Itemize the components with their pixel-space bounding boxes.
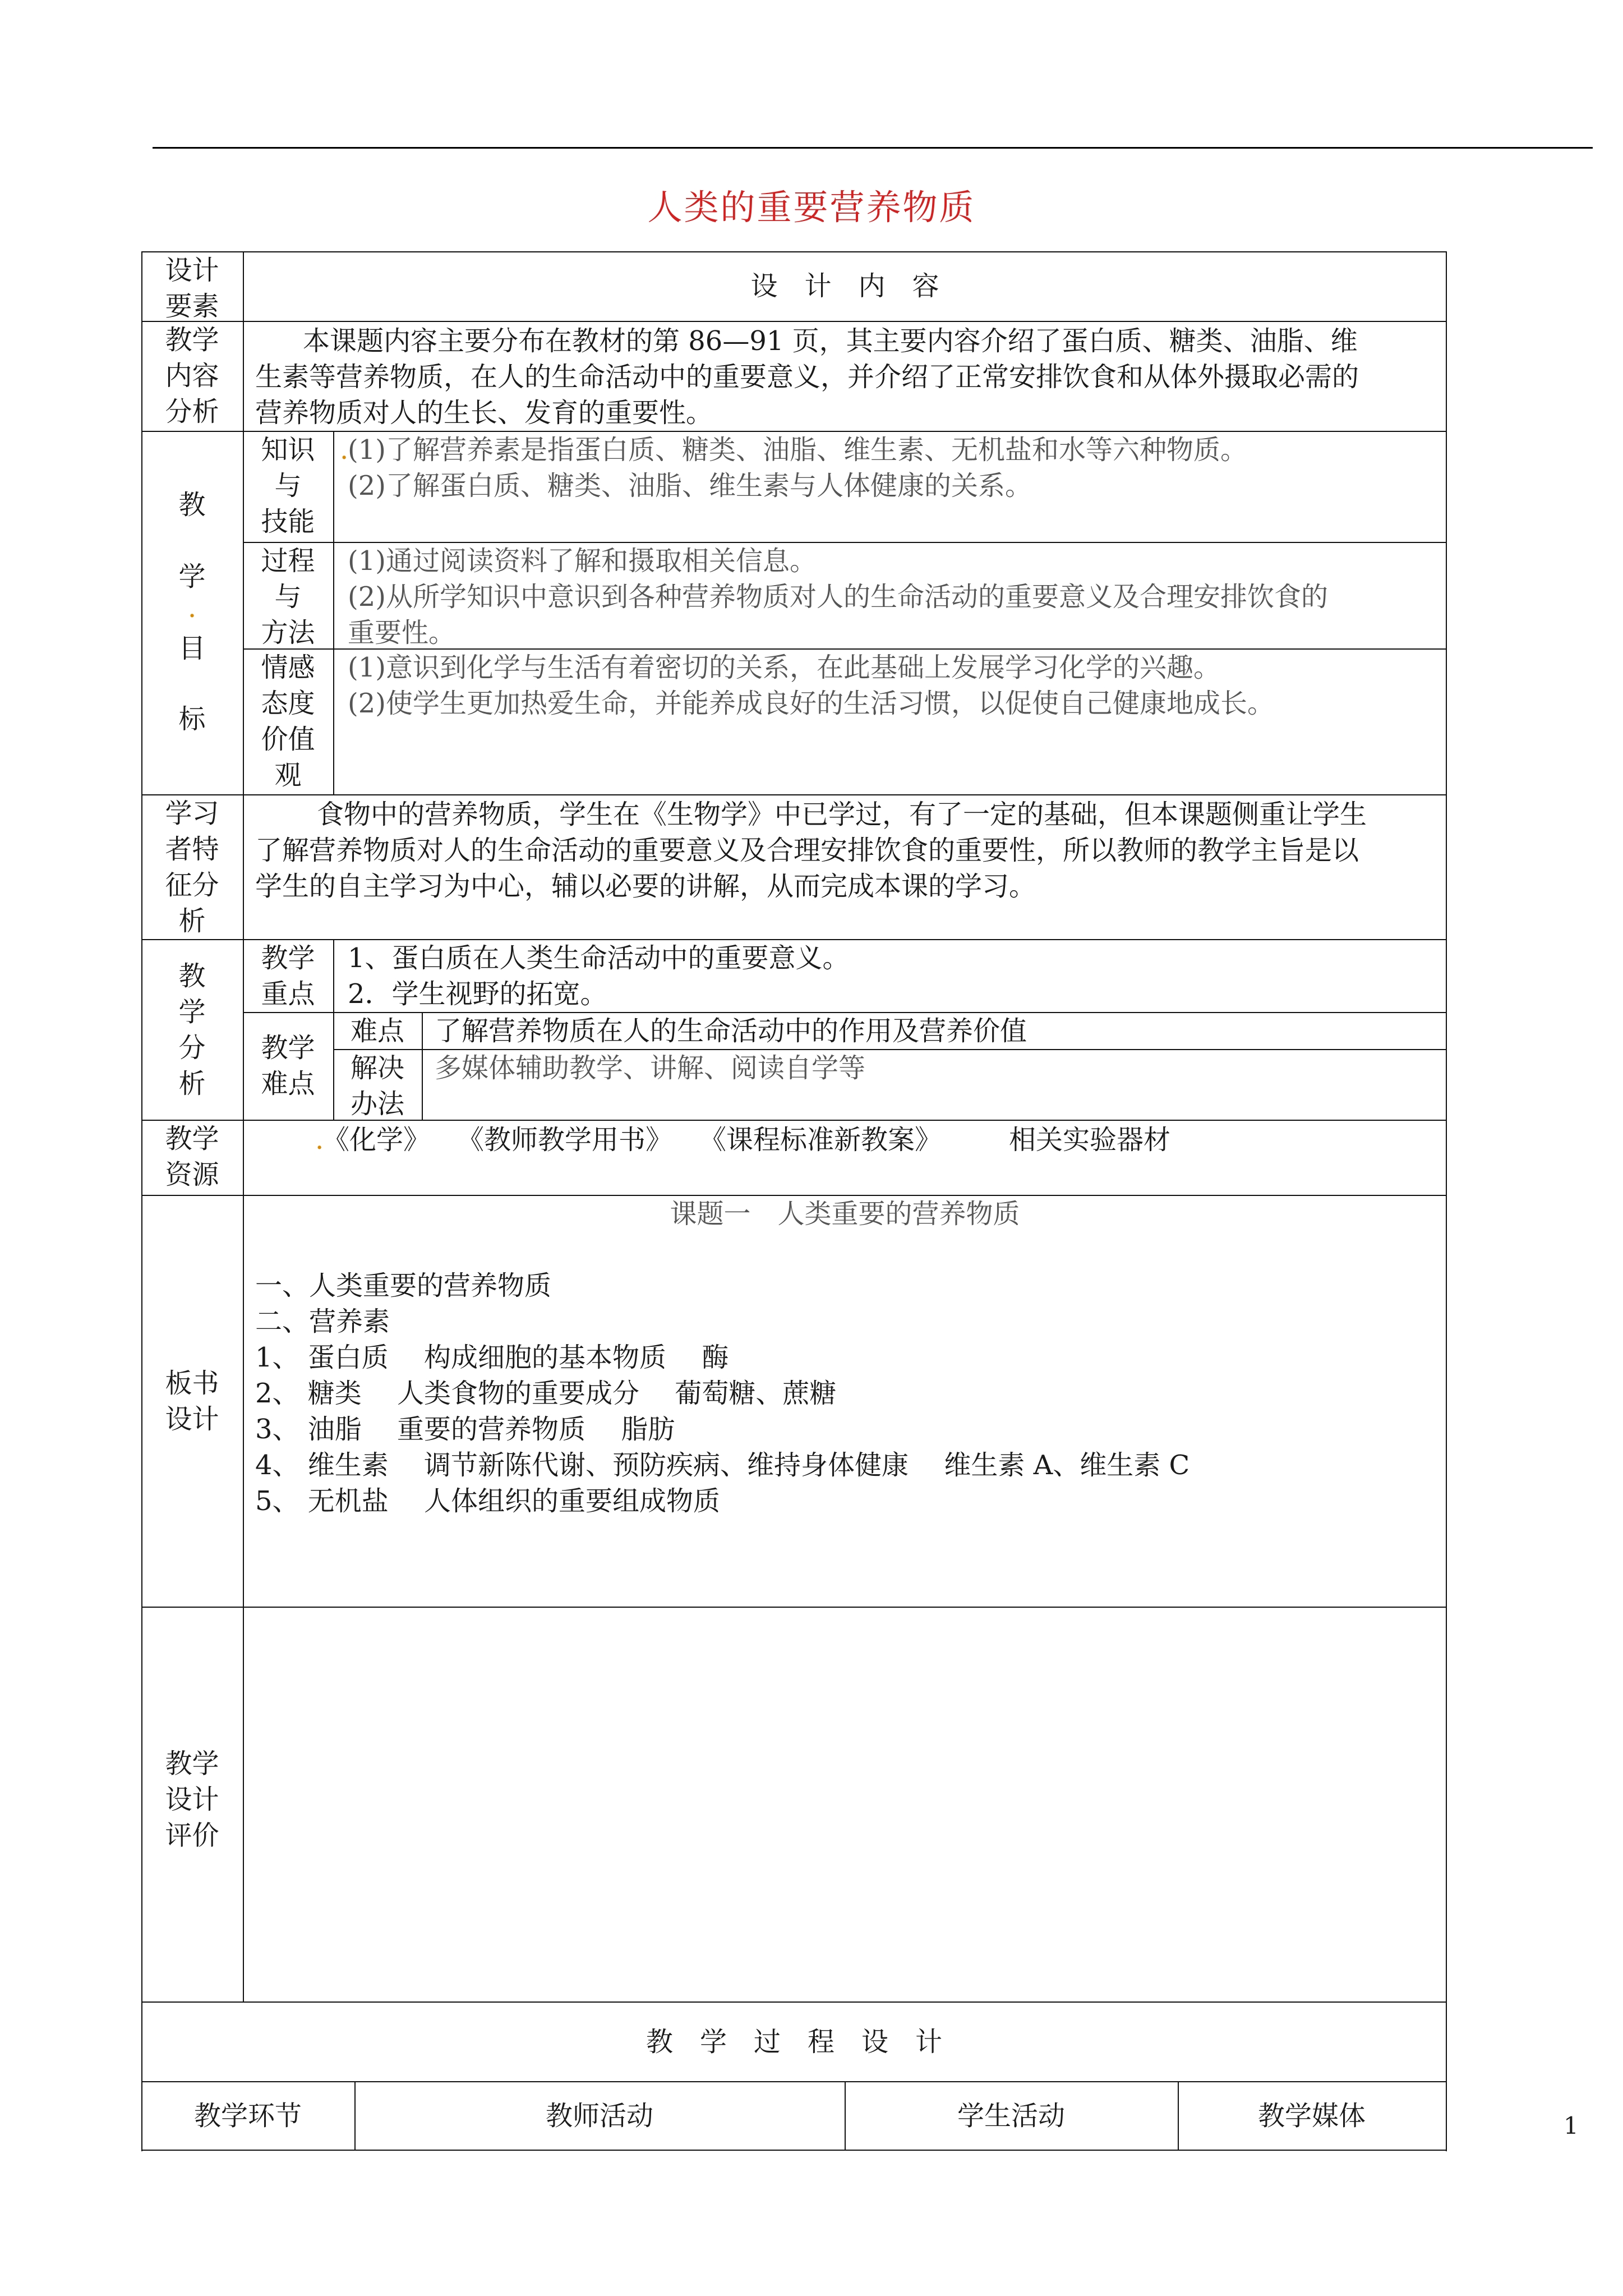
- top-rule: [153, 147, 1593, 149]
- content-analysis-line: 营养物质对人的生长、发育的重要性。: [255, 397, 713, 429]
- row-line: [141, 2001, 1447, 2003]
- solution-text: 多媒体辅助教学、讲解、阅读自学等: [435, 1052, 866, 1084]
- table-border-left: [141, 251, 142, 2151]
- row-line: [141, 2081, 1447, 2082]
- learner-line: 学生的自主学习为中心，辅以必要的讲解，从而完成本课的学习。: [255, 871, 1036, 902]
- knowledge-label: 知识 与 技能: [261, 434, 315, 537]
- process-line: (2)从所学知识中意识到各种营养物质对人的生命活动的重要意义及合理安排饮食的: [348, 581, 1328, 613]
- board-line: 5、 无机盐 人体组织的重要组成物质: [255, 1485, 721, 1517]
- knowledge-line: (1)了解营养素是指蛋白质、糖类、油脂、维生素、无机盐和水等六种物质。: [348, 434, 1247, 466]
- page-title: 人类的重要营养物质: [647, 187, 976, 228]
- board-heading: 课题一 人类重要的营养物质: [670, 1198, 1020, 1230]
- evaluation-label: 教学 设计 评价: [165, 1748, 219, 1851]
- analysis-label: 教 学 分 析: [178, 960, 206, 1099]
- process-col-header: 教学媒体: [1257, 2100, 1366, 2132]
- row-line: [141, 794, 1447, 795]
- resources-dot: .: [315, 1124, 324, 1156]
- difficulty-label: 教学 难点: [261, 1032, 315, 1099]
- process-col-header: 学生活动: [957, 2100, 1065, 2132]
- page-number: 1: [1564, 2112, 1579, 2139]
- resources-label: 教学 资源: [165, 1123, 219, 1190]
- goals-label-char: 目: [178, 633, 206, 664]
- key-point-line: 2．学生视野的拓宽。: [348, 978, 607, 1010]
- header-design-content: 设 计 内 容: [750, 270, 939, 302]
- process-label: 过程 与 方法: [261, 545, 315, 648]
- analysis-subdivider: [422, 1012, 423, 1120]
- process-design-title: 教 学 过 程 设 计: [645, 2026, 942, 2058]
- process-col-header: 教师活动: [545, 2100, 653, 2132]
- goals-divider: [333, 431, 334, 794]
- board-label: 板书 设计: [165, 1368, 219, 1435]
- learner-label: 学习 者特 征分 析: [165, 798, 219, 937]
- difficulty-text: 了解营养物质在人的生命活动中的作用及营养价值: [435, 1015, 1027, 1047]
- process-line: (1)通过阅读资料了解和摄取相关信息。: [348, 545, 817, 577]
- knowledge-dot: .: [340, 434, 349, 466]
- key-point-label: 教学 重点: [261, 942, 315, 1010]
- board-line: 4、 维生素 调节新陈代谢、预防疾病、维持身体健康 维生素 A、维生素 C: [255, 1450, 1190, 1481]
- solution-label: 解决 办法: [350, 1052, 404, 1120]
- resources-text: 《化学》 《教师教学用书》 《课程标准新教案》 相关实验器材: [322, 1124, 1171, 1156]
- process-line: 重要性。: [348, 617, 456, 648]
- emotion-line: (1)意识到化学与生活有着密切的关系，在此基础上发展学习化学的兴趣。: [348, 652, 1220, 683]
- process-col-header: 教学环节: [193, 2100, 302, 2132]
- learner-line: 了解营养物质对人的生命活动的重要意义及合理安排饮食的重要性，所以教师的教学主旨是以: [255, 835, 1359, 866]
- key-point-line: 1、蛋白质在人类生命活动中的重要意义。: [348, 942, 850, 974]
- difficulty-sub-label: 难点: [350, 1015, 404, 1047]
- board-line: 3、 油脂 重要的营养物质 脂肪: [255, 1414, 675, 1445]
- row-line: [141, 2150, 1447, 2151]
- emotion-label: 情感 态度 价值 观: [261, 652, 315, 791]
- goals-label-char: 教: [178, 489, 206, 521]
- board-line: 2、 糖类 人类食物的重要成分 葡萄糖、蔗糖: [255, 1378, 837, 1409]
- content-analysis-line: 本课题内容主要分布在教材的第 86—91 页，其主要内容介绍了蛋白质、糖类、油脂、维: [303, 325, 1358, 357]
- row-line: [141, 321, 1447, 322]
- row-line: [141, 251, 1447, 252]
- row-line: [141, 1607, 1447, 1608]
- board-line: 二、营养素: [255, 1306, 390, 1337]
- board-line: 1、 蛋白质 构成细胞的基本物质 酶: [255, 1342, 729, 1373]
- goals-label-char: 学: [178, 561, 206, 592]
- content-analysis-line: 生素等营养物质，在人的生命活动中的重要意义，并介绍了正常安排饮食和从体外摄取必需的: [255, 361, 1359, 393]
- knowledge-line: (2)了解蛋白质、糖类、油脂、维生素与人体健康的关系。: [348, 470, 1032, 501]
- board-line: 一、人类重要的营养物质: [255, 1270, 552, 1301]
- goals-label-dot: .: [187, 592, 197, 624]
- learner-line: 食物中的营养物质，学生在《生物学》中已学过，有了一定的基础，但本课题侧重让学生: [317, 799, 1367, 830]
- emotion-line: (2)使学生更加热爱生命，并能养成良好的生活习惯，以促使自己健康地成长。: [348, 688, 1274, 719]
- goals-label-char: 标: [178, 703, 206, 735]
- header-design-elements: 设计 要素: [165, 255, 219, 322]
- content-analysis-label: 教学 内容 分析: [165, 324, 219, 427]
